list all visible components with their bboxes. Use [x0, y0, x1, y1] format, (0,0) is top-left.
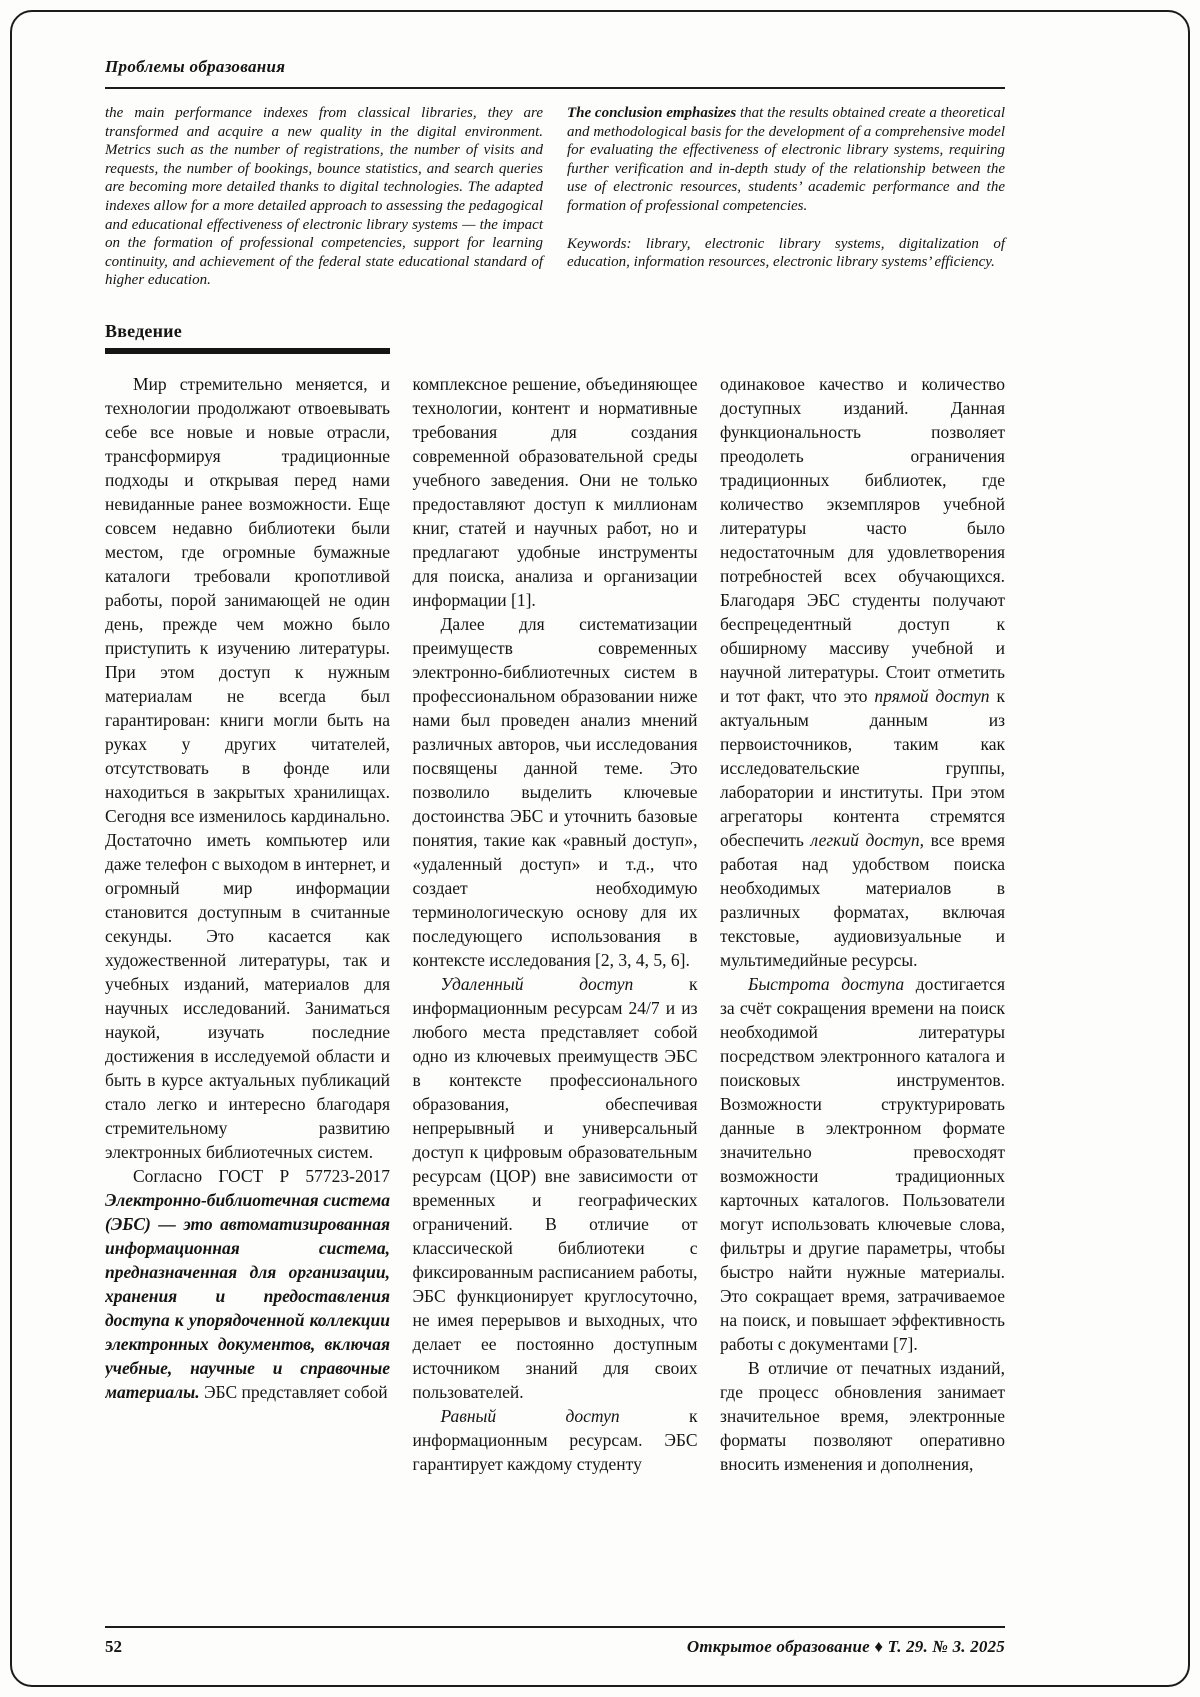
text-run: к актуальным данным из первоисточников, таким как исследовательские группы, лаборатории и институты. При этом агрегаторы контента стремятся обеспечить: [720, 686, 1005, 850]
paragraph: [720, 372, 1005, 972]
body-column-2: [413, 372, 698, 1620]
text-run: Удаленный доступ: [440, 974, 634, 994]
paragraph: [105, 1164, 390, 1404]
paragraph: [720, 972, 1005, 1356]
body-column-3: [720, 372, 1005, 1620]
text-run: легкий доступ,: [810, 830, 924, 850]
page-number: 52: [105, 1637, 122, 1656]
body-text-section: [105, 372, 1005, 1620]
header-rule: [105, 87, 1005, 89]
introduction-heading-block: [105, 321, 390, 354]
text-run: к информационным ресурсам 24/7 и из любого места представляет собой одно из ключевых преимуществ ЭБС в контексте профессионального образования, обеспечивая непрерывный и универсальный доступ к цифровым образовательным ресурсам (ЦОР) вне зависимости от временных и географических ограничений. В отличие от классической библиотеки с фиксированным расписанием работы, ЭБС функционирует круглосуточно, не имея перерывов и выходных, что делает ее постоянно доступным источником знаний для своих пользователей.: [412, 974, 698, 1402]
text-run: Мир стремительно меняется, и технологии продолжают отвоевывать себе все новые и новые отрасли, трансформируя традиционные подходы и открывая перед нами невиданные ранее возможности. Еще совсем недавно библиотеки были местом, где огромные бумажные каталоги требовали кропотливой работы, порой занимающей не один день, прежде чем можно было приступить к изучению литературы. При этом доступ к нужным материалам не всегда был гарантирован: книги могли быть на руках у других читателей, отсутствовать в фонде или находиться в закрытых хранилищах. Сегодня все изменилось кардинально. Достаточно иметь компьютер или даже телефон с выходом в интернет, и огромный мир информации становится доступным в считанные секунды. Это касается как художественной литературы, так и учебных изданий, материалов для научных исследований. Заниматься наукой, изучать последние достижения в исследуемой области и быть в курсе актуальных публикаций стало легко и интересно благодаря стремительному развитию электронных библиотечных систем.: [105, 374, 391, 1162]
paragraph: [413, 972, 698, 1404]
running-head: Проблемы образования: [105, 57, 286, 76]
text-run: ЭБС представляет собой: [199, 1382, 388, 1402]
text-run: Keywords: library, electronic library systems, digitalization of education, information resources, electronic library systems’ efficiency.: [567, 235, 1005, 271]
introduction-heading: Введение: [105, 321, 182, 341]
paragraph: [105, 372, 390, 1164]
text-run: the main performance indexes from classical libraries, they are transformed and acquire a new quality in the digital environment. Metrics such as the number of registrations, the number of visits and requests, the number of bookings, bounce statistics, and search queries are becoming more detailed thanks to digital technologies. The adapted indexes allow for a more detailed approach to assessing the pedagogical and educational effectiveness of electronic library systems — the impact on the formation of professional competencies, support for learning continuity, and achievement of the federal state educational standard of higher education.: [105, 105, 543, 289]
text-run: Далее для систематизации преимуществ современных электронно-библиотечных систем в профессиональном образовании ниже нами был проведен анализ мнений различных авторов, чьи исследования посвящены данной теме. Это позволило выделить ключевые достоинства ЭБС и уточнить базовые понятия, такие как «равный доступ», «удаленный доступ» и т.д., что создает необходимую терминологическую основу для их последующего использования в контексте исследования [2, 3, 4, 5, 6].: [412, 614, 698, 970]
text-run: В отличие от печатных изданий, где процесс обновления занимает значительное время, электронные форматы позволяют оперативно вносить изменения и дополнения,: [720, 1358, 1005, 1474]
abstract-left-column: [105, 104, 543, 290]
paragraph: [105, 104, 543, 290]
text-run: Равный доступ: [440, 1406, 620, 1426]
paragraph: [413, 1404, 698, 1476]
body-column-1: [105, 372, 390, 1620]
text-run: одинаковое качество и количество доступных изданий. Данная функциональность позволяет преодолеть ограничения традиционных библиотек, где количество экземпляров учебной литературы часто было недостаточным для удовлетворения потребностей всех обучающихся. Благодаря ЭБС студенты получают беспрецедентный доступ к обширному массиву учебной и научной литературы. Стоит отметить и тот факт, что это: [720, 374, 1005, 706]
text-run: Быстрота доступа: [748, 974, 905, 994]
page-footer: [105, 1626, 1005, 1657]
text-run: к информационным ресурсам. ЭБС гарантирует каждому студенту: [412, 1406, 698, 1474]
paragraph: [567, 235, 1005, 272]
english-abstract-section: [105, 104, 1005, 290]
paragraph: [567, 104, 1005, 216]
text-run: достигается за счёт сокращения времени на поиск необходимой литературы посредством электронного каталога и поисковых инструментов. Возможности структурировать данные в электронном формате значительно превосходят возможности традиционных карточных каталогов. Пользователи могут использовать ключевые слова, фильтры и другие параметры, чтобы быстро найти нужные материалы. Это сокращает время, затрачиваемое на поиск, и повышает эффективность работы с документами [7].: [720, 974, 1005, 1354]
text-run: все время работая над удобством поиска необходимых материалов в различных форматах, включая текстовые, аудиовизуальные и мультимедийные ресурсы.: [720, 830, 1005, 970]
paragraph: [413, 612, 698, 972]
abstract-right-column: [567, 104, 1005, 290]
introduction-heading-rule: [105, 348, 390, 354]
text-run: Согласно ГОСТ Р 57723-2017: [133, 1166, 390, 1186]
text-run: комплексное решение, объединяющее технологии, контент и нормативные требования для создания современной образовательной среды учебного заведения. Они не только предоставляют доступ к миллионам книг, статей и научных работ, но и предлагают удобные инструменты для поиска, анализа и организации информации [1].: [412, 374, 698, 610]
text-run: that the results obtained create a theoretical and methodological basis for the development of a comprehensive model for evaluating the effectiveness of electronic library systems, requiring further verification and in-depth study of the relationship between the use of electronic resources, students’ academic performance and the formation of professional competencies.: [567, 105, 1006, 214]
text-run: Электронно-библиотечная система (ЭБС) — это автоматизированная информационная система, предназначенная для организации, хранения и предоставления доступа к упорядоченной коллекции электронных документов, включая учебные, научные и справочные материалы.: [105, 1190, 390, 1402]
paragraph: [413, 372, 698, 612]
journal-citation: Открытое образование ♦ Т. 29. № 3. 2025: [686, 1637, 1005, 1656]
text-run: The conclusion emphasizes: [567, 105, 737, 121]
paragraph: [720, 1356, 1005, 1476]
text-run: прямой доступ: [874, 686, 990, 706]
